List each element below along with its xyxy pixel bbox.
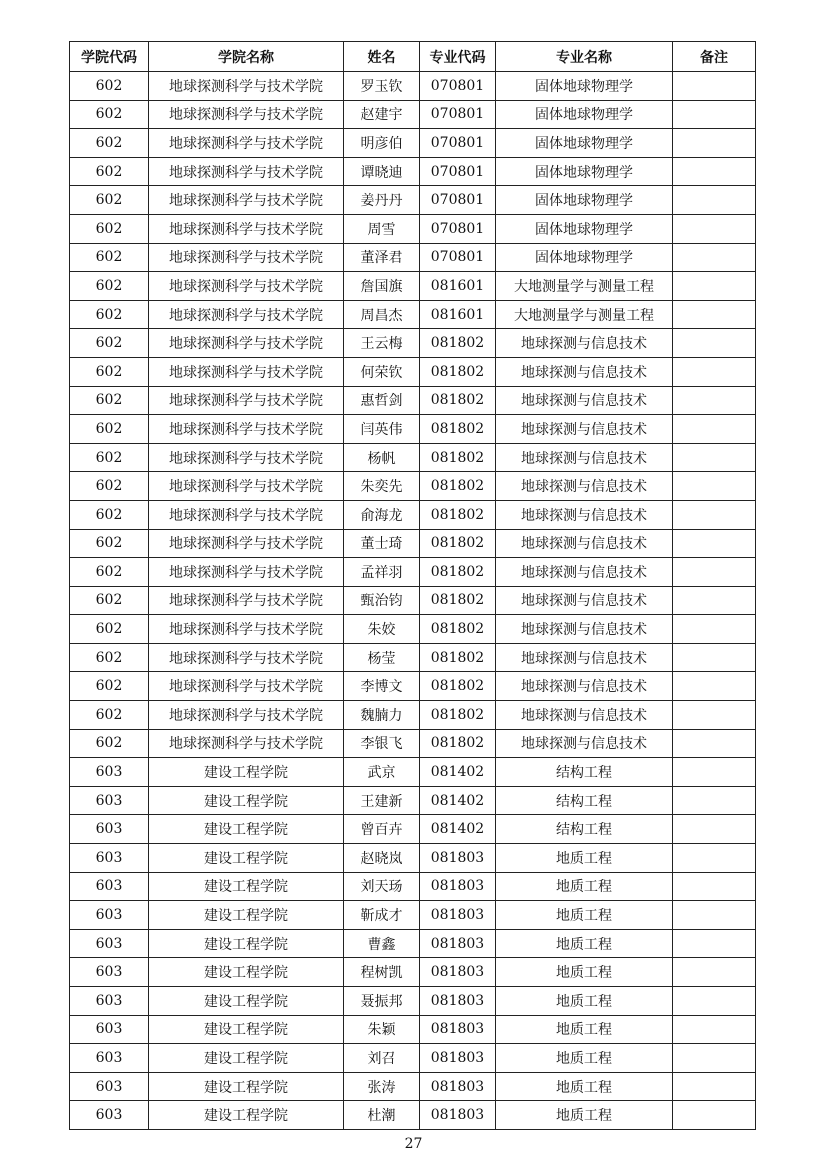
college-name-cell: 地球探测科学与技术学院: [149, 129, 344, 158]
college-code-cell: 602: [70, 643, 149, 672]
college-name-cell: 地球探测科学与技术学院: [149, 472, 344, 501]
remarks-cell: [673, 844, 756, 873]
college-name-cell: 建设工程学院: [149, 815, 344, 844]
student-name-cell: 周昌杰: [344, 300, 420, 329]
college-code-cell: 603: [70, 815, 149, 844]
college-code-cell: 602: [70, 500, 149, 529]
college-name-cell: 建设工程学院: [149, 958, 344, 987]
remarks-cell: [673, 901, 756, 930]
major-name-cell: 结构工程: [496, 786, 673, 815]
major-name-cell: 地球探测与信息技术: [496, 701, 673, 730]
remarks-cell: [673, 272, 756, 301]
student-name-cell: 詹国旗: [344, 272, 420, 301]
major-name-cell: 地质工程: [496, 901, 673, 930]
major-code-cell: 081802: [420, 529, 496, 558]
major-name-cell: 地质工程: [496, 1072, 673, 1101]
table-row: [70, 558, 756, 587]
student-name-cell: 赵建宇: [344, 100, 420, 129]
table-row: [70, 272, 756, 301]
remarks-cell: [673, 1101, 756, 1130]
table-row: [70, 1015, 756, 1044]
table-body: [70, 72, 756, 1130]
table-row: [70, 729, 756, 758]
table-row: [70, 615, 756, 644]
college-name-cell: 建设工程学院: [149, 1015, 344, 1044]
table-row: [70, 758, 756, 787]
college-name-cell: 建设工程学院: [149, 786, 344, 815]
remarks-cell: [673, 987, 756, 1016]
table-row: [70, 500, 756, 529]
major-name-cell: 结构工程: [496, 758, 673, 787]
remarks-cell: [673, 243, 756, 272]
college-code-cell: 602: [70, 329, 149, 358]
college-name-cell: 地球探测科学与技术学院: [149, 443, 344, 472]
college-code-cell: 603: [70, 901, 149, 930]
table-row: [70, 443, 756, 472]
remarks-cell: [673, 129, 756, 158]
major-name-cell: 固体地球物理学: [496, 129, 673, 158]
major-code-cell: 081802: [420, 672, 496, 701]
major-name-cell: 地球探测与信息技术: [496, 386, 673, 415]
major-name-cell: 地球探测与信息技术: [496, 672, 673, 701]
table-row: [70, 643, 756, 672]
table-row: [70, 872, 756, 901]
major-code-cell: 070801: [420, 186, 496, 215]
major-code-cell: 081601: [420, 300, 496, 329]
college-code-cell: 602: [70, 357, 149, 386]
major-name-cell: 地质工程: [496, 987, 673, 1016]
remarks-cell: [673, 443, 756, 472]
header-student-name: 姓名: [344, 42, 420, 72]
college-name-cell: 地球探测科学与技术学院: [149, 529, 344, 558]
major-code-cell: 081803: [420, 987, 496, 1016]
college-name-cell: 地球探测科学与技术学院: [149, 729, 344, 758]
college-name-cell: 建设工程学院: [149, 872, 344, 901]
page-number: 27: [404, 1136, 423, 1152]
student-name-cell: 明彦伯: [344, 129, 420, 158]
major-name-cell: 地球探测与信息技术: [496, 357, 673, 386]
remarks-cell: [673, 100, 756, 129]
college-name-cell: 地球探测科学与技术学院: [149, 157, 344, 186]
college-name-cell: 地球探测科学与技术学院: [149, 72, 344, 101]
table-row: [70, 987, 756, 1016]
major-name-cell: 地球探测与信息技术: [496, 558, 673, 587]
college-name-cell: 地球探测科学与技术学院: [149, 272, 344, 301]
major-code-cell: 081802: [420, 729, 496, 758]
major-code-cell: 081402: [420, 815, 496, 844]
table-row: [70, 357, 756, 386]
major-name-cell: 地质工程: [496, 958, 673, 987]
student-name-cell: 杨帆: [344, 443, 420, 472]
college-code-cell: 603: [70, 1015, 149, 1044]
major-name-cell: 地质工程: [496, 872, 673, 901]
table-row: [70, 1072, 756, 1101]
table-row: [70, 901, 756, 930]
major-name-cell: 固体地球物理学: [496, 157, 673, 186]
college-name-cell: 地球探测科学与技术学院: [149, 243, 344, 272]
college-name-cell: 地球探测科学与技术学院: [149, 214, 344, 243]
major-name-cell: 结构工程: [496, 815, 673, 844]
table-row: [70, 243, 756, 272]
major-name-cell: 地质工程: [496, 1015, 673, 1044]
major-name-cell: 地球探测与信息技术: [496, 472, 673, 501]
table-row: [70, 214, 756, 243]
college-code-cell: 603: [70, 1101, 149, 1130]
table-row: [70, 129, 756, 158]
college-code-cell: 603: [70, 872, 149, 901]
college-name-cell: 地球探测科学与技术学院: [149, 357, 344, 386]
major-name-cell: 地球探测与信息技术: [496, 443, 673, 472]
major-name-cell: 地球探测与信息技术: [496, 329, 673, 358]
remarks-cell: [673, 415, 756, 444]
student-name-cell: 董泽君: [344, 243, 420, 272]
student-name-cell: 聂振邦: [344, 987, 420, 1016]
student-name-cell: 王建新: [344, 786, 420, 815]
major-name-cell: 地球探测与信息技术: [496, 529, 673, 558]
table-row: [70, 672, 756, 701]
major-name-cell: 地质工程: [496, 844, 673, 873]
major-code-cell: 081802: [420, 701, 496, 730]
college-code-cell: 602: [70, 72, 149, 101]
major-code-cell: 081802: [420, 415, 496, 444]
student-name-cell: 惠哲剑: [344, 386, 420, 415]
college-code-cell: 602: [70, 186, 149, 215]
major-code-cell: 081402: [420, 758, 496, 787]
student-name-cell: 魏腩力: [344, 701, 420, 730]
header-remarks: 备注: [673, 42, 756, 72]
college-code-cell: 603: [70, 786, 149, 815]
remarks-cell: [673, 586, 756, 615]
major-name-cell: 地质工程: [496, 929, 673, 958]
college-name-cell: 地球探测科学与技术学院: [149, 386, 344, 415]
major-code-cell: 081803: [420, 901, 496, 930]
college-name-cell: 建设工程学院: [149, 758, 344, 787]
student-name-cell: 杨莹: [344, 643, 420, 672]
remarks-cell: [673, 157, 756, 186]
major-name-cell: 地球探测与信息技术: [496, 729, 673, 758]
remarks-cell: [673, 786, 756, 815]
student-name-cell: 董士琦: [344, 529, 420, 558]
major-name-cell: 地球探测与信息技术: [496, 500, 673, 529]
remarks-cell: [673, 1015, 756, 1044]
student-name-cell: 俞海龙: [344, 500, 420, 529]
college-name-cell: 地球探测科学与技术学院: [149, 300, 344, 329]
college-name-cell: 地球探测科学与技术学院: [149, 415, 344, 444]
major-code-cell: 081802: [420, 558, 496, 587]
remarks-cell: [673, 815, 756, 844]
table-row: [70, 300, 756, 329]
college-name-cell: 地球探测科学与技术学院: [149, 672, 344, 701]
major-code-cell: 081802: [420, 386, 496, 415]
remarks-cell: [673, 758, 756, 787]
college-code-cell: 602: [70, 300, 149, 329]
college-name-cell: 建设工程学院: [149, 1044, 344, 1073]
college-name-cell: 地球探测科学与技术学院: [149, 100, 344, 129]
table-row: [70, 186, 756, 215]
student-name-cell: 孟祥羽: [344, 558, 420, 587]
major-code-cell: 081803: [420, 1015, 496, 1044]
table-row: [70, 1101, 756, 1130]
major-code-cell: 081402: [420, 786, 496, 815]
college-name-cell: 建设工程学院: [149, 987, 344, 1016]
header-college-name: 学院名称: [149, 42, 344, 72]
student-name-cell: 靳成才: [344, 901, 420, 930]
table-row: [70, 386, 756, 415]
major-code-cell: 081802: [420, 643, 496, 672]
student-name-cell: 朱姣: [344, 615, 420, 644]
student-name-cell: 何荣钦: [344, 357, 420, 386]
student-name-cell: 杜潮: [344, 1101, 420, 1130]
college-name-cell: 建设工程学院: [149, 844, 344, 873]
table-row: [70, 844, 756, 873]
college-name-cell: 地球探测科学与技术学院: [149, 701, 344, 730]
major-code-cell: 081601: [420, 272, 496, 301]
table-row: [70, 72, 756, 101]
college-code-cell: 602: [70, 729, 149, 758]
major-code-cell: 081802: [420, 586, 496, 615]
student-name-cell: 刘天玚: [344, 872, 420, 901]
major-name-cell: 固体地球物理学: [496, 72, 673, 101]
remarks-cell: [673, 357, 756, 386]
remarks-cell: [673, 529, 756, 558]
remarks-cell: [673, 1044, 756, 1073]
college-name-cell: 地球探测科学与技术学院: [149, 500, 344, 529]
college-code-cell: 602: [70, 386, 149, 415]
college-code-cell: 602: [70, 243, 149, 272]
major-code-cell: 081803: [420, 1072, 496, 1101]
college-code-cell: 602: [70, 615, 149, 644]
remarks-cell: [673, 386, 756, 415]
college-code-cell: 603: [70, 758, 149, 787]
table-row: [70, 472, 756, 501]
major-code-cell: 070801: [420, 100, 496, 129]
student-name-cell: 张涛: [344, 1072, 420, 1101]
college-name-cell: 建设工程学院: [149, 901, 344, 930]
remarks-cell: [673, 472, 756, 501]
college-code-cell: 603: [70, 1044, 149, 1073]
college-name-cell: 地球探测科学与技术学院: [149, 186, 344, 215]
major-code-cell: 081802: [420, 472, 496, 501]
college-code-cell: 602: [70, 472, 149, 501]
header-major-name: 专业名称: [496, 42, 673, 72]
major-code-cell: 081803: [420, 1101, 496, 1130]
remarks-cell: [673, 729, 756, 758]
college-name-cell: 建设工程学院: [149, 929, 344, 958]
student-name-cell: 曹鑫: [344, 929, 420, 958]
college-code-cell: 602: [70, 443, 149, 472]
header-major-code: 专业代码: [420, 42, 496, 72]
admission-roster-table: [69, 41, 756, 1130]
student-name-cell: 姜丹丹: [344, 186, 420, 215]
college-code-cell: 602: [70, 558, 149, 587]
major-code-cell: 081803: [420, 872, 496, 901]
major-code-cell: 070801: [420, 72, 496, 101]
major-name-cell: 大地测量学与测量工程: [496, 272, 673, 301]
major-code-cell: 070801: [420, 157, 496, 186]
college-name-cell: 地球探测科学与技术学院: [149, 615, 344, 644]
student-name-cell: 程树凯: [344, 958, 420, 987]
college-name-cell: 地球探测科学与技术学院: [149, 643, 344, 672]
table-row: [70, 815, 756, 844]
student-name-cell: 周雪: [344, 214, 420, 243]
college-name-cell: 建设工程学院: [149, 1101, 344, 1130]
major-code-cell: 081802: [420, 443, 496, 472]
remarks-cell: [673, 500, 756, 529]
student-name-cell: 谭晓迪: [344, 157, 420, 186]
college-code-cell: 603: [70, 958, 149, 987]
table-row: [70, 1044, 756, 1073]
major-code-cell: 081803: [420, 844, 496, 873]
college-code-cell: 602: [70, 586, 149, 615]
major-name-cell: 地质工程: [496, 1044, 673, 1073]
table-row: [70, 329, 756, 358]
major-code-cell: 081802: [420, 615, 496, 644]
remarks-cell: [673, 672, 756, 701]
student-name-cell: 闫英伟: [344, 415, 420, 444]
student-name-cell: 武京: [344, 758, 420, 787]
remarks-cell: [673, 186, 756, 215]
student-name-cell: 李银飞: [344, 729, 420, 758]
college-code-cell: 603: [70, 1072, 149, 1101]
table-row: [70, 958, 756, 987]
major-name-cell: 固体地球物理学: [496, 100, 673, 129]
student-name-cell: 朱奕先: [344, 472, 420, 501]
college-code-cell: 603: [70, 929, 149, 958]
remarks-cell: [673, 329, 756, 358]
major-code-cell: 070801: [420, 243, 496, 272]
college-code-cell: 602: [70, 272, 149, 301]
table-row: [70, 929, 756, 958]
major-name-cell: 固体地球物理学: [496, 243, 673, 272]
major-code-cell: 081802: [420, 357, 496, 386]
table-row: [70, 100, 756, 129]
college-name-cell: 建设工程学院: [149, 1072, 344, 1101]
remarks-cell: [673, 643, 756, 672]
major-name-cell: 地球探测与信息技术: [496, 415, 673, 444]
remarks-cell: [673, 72, 756, 101]
header-college-code: 学院代码: [70, 42, 149, 72]
college-code-cell: 602: [70, 129, 149, 158]
remarks-cell: [673, 701, 756, 730]
remarks-cell: [673, 558, 756, 587]
remarks-cell: [673, 929, 756, 958]
major-code-cell: 081802: [420, 500, 496, 529]
major-code-cell: 081803: [420, 958, 496, 987]
college-code-cell: 602: [70, 214, 149, 243]
table-row: [70, 786, 756, 815]
major-name-cell: 固体地球物理学: [496, 214, 673, 243]
major-code-cell: 070801: [420, 214, 496, 243]
remarks-cell: [673, 300, 756, 329]
student-name-cell: 赵晓岚: [344, 844, 420, 873]
college-code-cell: 602: [70, 529, 149, 558]
table-row: [70, 157, 756, 186]
student-name-cell: 甄治钧: [344, 586, 420, 615]
major-name-cell: 固体地球物理学: [496, 186, 673, 215]
remarks-cell: [673, 1072, 756, 1101]
major-name-cell: 地球探测与信息技术: [496, 586, 673, 615]
table-row: [70, 701, 756, 730]
major-code-cell: 070801: [420, 129, 496, 158]
college-code-cell: 602: [70, 701, 149, 730]
student-name-cell: 刘召: [344, 1044, 420, 1073]
college-code-cell: 603: [70, 987, 149, 1016]
table-row: [70, 415, 756, 444]
major-code-cell: 081802: [420, 329, 496, 358]
table-header-row: [70, 42, 756, 72]
major-code-cell: 081803: [420, 1044, 496, 1073]
major-name-cell: 地质工程: [496, 1101, 673, 1130]
student-name-cell: 王云梅: [344, 329, 420, 358]
student-name-cell: 朱颖: [344, 1015, 420, 1044]
major-name-cell: 地球探测与信息技术: [496, 615, 673, 644]
remarks-cell: [673, 214, 756, 243]
college-code-cell: 602: [70, 415, 149, 444]
college-name-cell: 地球探测科学与技术学院: [149, 329, 344, 358]
college-name-cell: 地球探测科学与技术学院: [149, 558, 344, 587]
student-name-cell: 曾百卉: [344, 815, 420, 844]
major-name-cell: 地球探测与信息技术: [496, 643, 673, 672]
college-name-cell: 地球探测科学与技术学院: [149, 586, 344, 615]
college-code-cell: 602: [70, 672, 149, 701]
major-name-cell: 大地测量学与测量工程: [496, 300, 673, 329]
table-row: [70, 529, 756, 558]
college-code-cell: 603: [70, 844, 149, 873]
remarks-cell: [673, 958, 756, 987]
student-name-cell: 罗玉钦: [344, 72, 420, 101]
major-code-cell: 081803: [420, 929, 496, 958]
table-row: [70, 586, 756, 615]
college-code-cell: 602: [70, 157, 149, 186]
remarks-cell: [673, 615, 756, 644]
remarks-cell: [673, 872, 756, 901]
student-name-cell: 李博文: [344, 672, 420, 701]
college-code-cell: 602: [70, 100, 149, 129]
